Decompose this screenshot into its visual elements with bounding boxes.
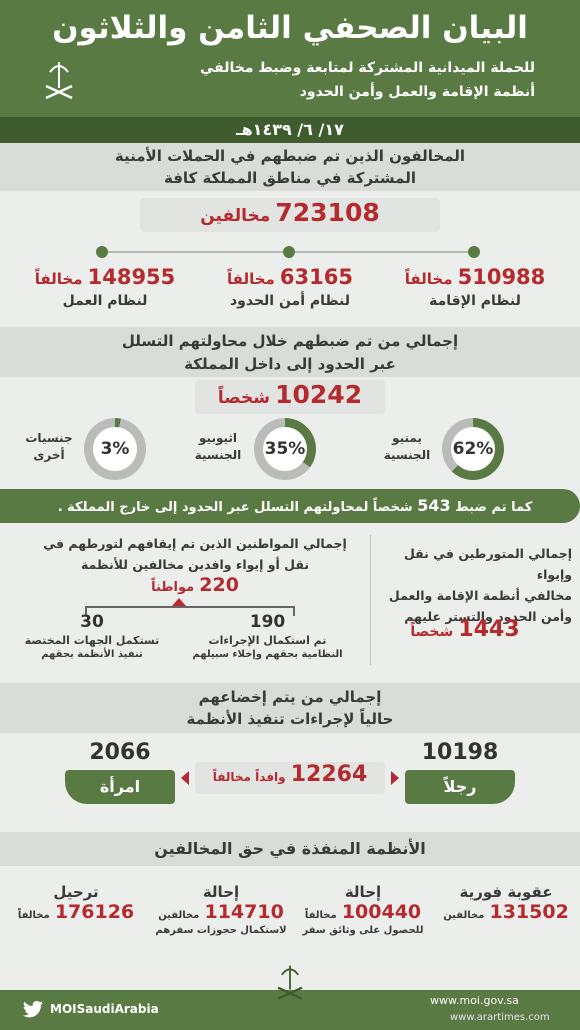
executed-penalty: [436, 883, 576, 923]
involved-left-value: 220: [199, 574, 239, 596]
referral-travel-title: إحالة: [202, 883, 240, 901]
involved-right-3: وأمن الحدود والتستر عليهم: [404, 609, 572, 624]
men-label: رجلاً: [443, 777, 477, 796]
men-value: 10198: [421, 740, 499, 765]
violators-total: [140, 198, 440, 232]
sub-left-2: تنفيذ الأنظمة بحقهم: [41, 649, 143, 660]
emblem-footer-icon: [270, 962, 310, 1006]
involved-left-total: [120, 574, 270, 596]
outbound-suffix: شخصاً لمحاولتهم التسلل عبر الحدود إلى خارج المملكة .: [57, 500, 413, 515]
violators-total-unit: مخالفين: [200, 206, 271, 226]
involved-left-unit: مواطناً: [151, 580, 195, 595]
involved-left-1: إجمالي المواطنين الذين تم إيقافهم لتورطهم في: [43, 536, 347, 551]
procedures-total-value: 12264: [290, 762, 368, 787]
ring-yemeni-percent: 62%: [451, 427, 495, 471]
label-yemeni: [375, 430, 439, 464]
labor-unit: مخالفاً: [34, 270, 83, 288]
violators-heading-1: المخالفون الذين تم ضبطهم في الحملات الأمنية: [114, 147, 466, 165]
twitter-icon: [22, 1000, 44, 1020]
violators-heading-2: المشتركة في مناطق المملكة كافة: [163, 169, 417, 187]
procedures-heading-1: إجمالي من يتم إخضاعهم: [198, 688, 382, 706]
involved-sub-left: [12, 612, 172, 660]
ring-others-percent: 3%: [93, 427, 137, 471]
label-ethiopian: [184, 430, 252, 464]
labor-value: 148955: [87, 265, 176, 289]
label-ethiopian-1: اثيوبيو: [199, 431, 237, 445]
labor-label: لنظام العمل: [62, 293, 148, 309]
involved-right-2: مخالفي أنظمة الإقامة والعمل: [388, 588, 572, 603]
procedures-total-unit: وافداً مخالفاً: [212, 770, 286, 784]
label-ethiopian-2: الجنسية: [194, 448, 242, 462]
timeline-dot-3: [96, 246, 108, 258]
involved-sub-right: [175, 612, 360, 660]
involved-right-total: [400, 617, 530, 642]
referral-travel-value: 114710: [204, 901, 284, 923]
penalty-title: عقوبة فورية: [459, 883, 553, 901]
violator-labor: [15, 265, 195, 309]
timeline-dot-1: [468, 246, 480, 258]
website[interactable]: www.moi.gov.sa: [430, 994, 519, 1007]
header-banner: [0, 0, 580, 117]
referral-travel-unit: مخالفين: [158, 910, 200, 921]
penalty-unit: مخالفين: [443, 910, 485, 921]
ring-yemeni: [442, 418, 504, 480]
violators-heading-band: [0, 143, 580, 191]
involved-right-unit: شخصاً: [410, 624, 454, 640]
sub-left-1: تستكمل الجهات المختصة: [24, 634, 160, 647]
border-unit: مخالفاً: [227, 270, 275, 288]
ring-ethiopian-percent: 35%: [263, 427, 307, 471]
violators-total-value: 723108: [275, 198, 380, 227]
procedures-heading-band: [0, 683, 580, 733]
deportation-unit: مخالفاً: [17, 910, 50, 921]
men-pill: [405, 770, 515, 804]
executed-heading-band: [0, 832, 580, 866]
footer-bar: [0, 990, 580, 1030]
label-others: [18, 430, 80, 464]
border-value: 63165: [279, 265, 353, 289]
infiltration-heading-2: عبر الحدود إلى داخل المملكة: [184, 355, 396, 373]
executed-referral-travel: [150, 883, 292, 936]
executed-heading: الأنظمة المنفذة في حق المخالفين: [154, 839, 426, 858]
residency-label: لنظام الإقامة: [429, 293, 521, 309]
residency-value: 510988: [457, 265, 546, 289]
involved-right-1: إجمالي المتورطين في نقل وإيواء: [403, 546, 572, 582]
involved-left-text: [30, 533, 360, 575]
infiltration-heading-band: [0, 327, 580, 377]
involved-arrow-icon: [172, 598, 186, 606]
procedures-heading-2: حالياً لإجراءات تنفيذ الأنظمة: [186, 710, 394, 728]
women-pill: [65, 770, 175, 804]
watermark: www.arartimes.com: [450, 1012, 550, 1023]
ring-ethiopian: [254, 418, 316, 480]
label-others-2: أخرى: [33, 448, 65, 462]
infiltration-total-unit: شخصاً: [217, 388, 271, 408]
sub-right-1: تم استكمال الإجراءات: [208, 634, 327, 647]
twitter-handle[interactable]: MOISaudiArabia: [50, 1002, 159, 1016]
arrow-left-icon: [181, 771, 189, 785]
referral-travel-note: لاستكمال حجوزات سفرهم: [155, 925, 287, 936]
deportation-value: 176126: [54, 901, 135, 923]
infiltration-total-value: 10242: [275, 380, 363, 409]
referral-docs-note: للحصول على وثائق سفر: [302, 925, 424, 936]
referral-docs-title: إحالة: [344, 883, 382, 901]
label-yemeni-1: يمنيو: [392, 431, 422, 445]
page-title: البيان الصحفي الثامن والثلاثون: [52, 10, 528, 46]
infiltration-heading-1: إجمالي من تم ضبطهم خلال محاولتهم التسلل: [121, 332, 459, 350]
timeline-dot-2: [283, 246, 295, 258]
sub-right-value: 190: [249, 612, 286, 632]
outbound-text: [30, 496, 560, 515]
involved-right-text: [372, 543, 572, 627]
date-bar: [0, 117, 580, 143]
involved-left-2: نقل أو إيواء وافدين مخالفين للأنظمة: [80, 557, 310, 572]
header-subtitle-2: أنظمة الإقامة والعمل وأمن الحدود: [299, 84, 535, 100]
infiltration-total: [195, 380, 385, 414]
executed-referral-docs: [292, 883, 434, 936]
violator-border: [200, 265, 380, 309]
outbound-prefix: كما تم ضبط: [455, 500, 533, 515]
violator-residency: [385, 265, 565, 309]
sub-left-value: 30: [80, 612, 104, 632]
referral-docs-unit: مخالفاً: [304, 910, 337, 921]
ring-others: [84, 418, 146, 480]
penalty-value: 131502: [489, 901, 569, 923]
executed-deportation: [4, 883, 148, 923]
involved-right-value: 1443: [458, 617, 520, 642]
involved-divider: [370, 535, 371, 665]
outbound-banner: [0, 489, 580, 523]
deportation-title: ترحيل: [53, 883, 99, 901]
label-others-1: جنسيات: [25, 431, 73, 445]
emblem-icon: [38, 58, 80, 106]
border-label: لنظام أمن الحدود: [229, 293, 351, 309]
referral-docs-value: 100440: [341, 901, 422, 923]
women-value: 2066: [89, 740, 151, 765]
residency-unit: مخالفاً: [404, 270, 453, 288]
outbound-value: 543: [417, 496, 451, 515]
release-date: ١٧/ ٦/ ١٤٣٩هـ: [236, 120, 344, 139]
arrow-right-icon: [391, 771, 399, 785]
procedures-total: [195, 762, 385, 794]
header-subtitle-1: للحملة الميدانية المشتركة لمتابعة وضبط مخالفي: [200, 60, 535, 76]
women-label: امرأة: [99, 777, 141, 796]
sub-right-2: النظامية بحقهم وإخلاء سبيلهم: [192, 649, 343, 660]
label-yemeni-2: الجنسية: [383, 448, 431, 462]
